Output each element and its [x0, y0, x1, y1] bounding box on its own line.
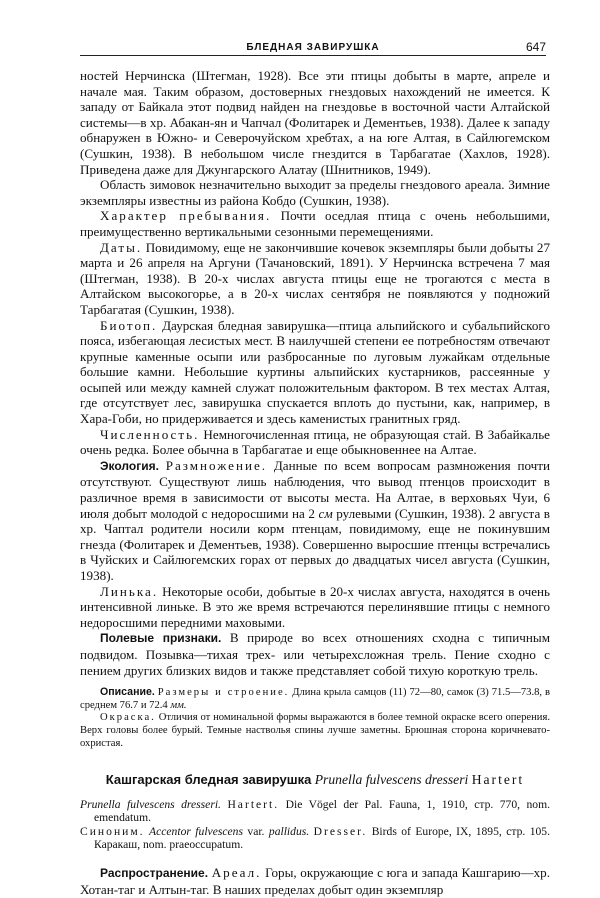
- section-lead-moult: Линька.: [100, 583, 159, 599]
- section-lead-abundance: Численность.: [100, 426, 200, 442]
- paragraph-residence: Характер пребывания. Почти оседлая птица с очень небольшими, преимущественно вертикальными сезонными перемещениями.: [80, 208, 550, 239]
- section-lead-distribution: Распространение.: [100, 866, 209, 881]
- paragraph-field-marks: Полевые признаки. В природе во всех отношениях сходна с типичным подвидом. Позывка—тихая трех- или четырехсложная трель. Пение сходно с пением других близких видов и также представляет собой тихую короткую трель.: [80, 630, 550, 678]
- section-lead-residence: Характер пребывания.: [100, 208, 272, 224]
- paragraph-dates: Даты. Повидимому, еще не закончившие кочевок экземпляры были добыты 27 марта и 26 апреля на Аргуни (Тачановский, 1891). У Нерчинска встречена 7 мая (Штегман, 1938). В 20-х числах августа птицы еще не трогаются с места в Алтайском высокогорье, а в 20-х числах сентября не появляются у подножий Тарбагатая (Сушкин, 1938).: [80, 239, 550, 317]
- page-body: [80, 68, 550, 898]
- page-header: [80, 38, 546, 60]
- subspecies-author: Hartert: [471, 772, 525, 788]
- running-title: БЛЕДНАЯ ЗАВИРУШКА: [246, 42, 380, 53]
- page-number: 647: [525, 40, 546, 54]
- section-lead-breeding: Размножение.: [165, 457, 268, 473]
- paragraph-wintering: Область зимовок незначительно выходит за пределы гнездового ареала. Зимние экземпляры известны из района Кобдо (Сушкин, 1938).: [80, 177, 550, 208]
- description-coloration: Окраска. Отличия от номинальной формы выражаются в более темной окраске всего оперения. Верх головы более бурый. Темные настволья спины лучше заметны. Брюшная сторона коричневато-охристая.: [80, 712, 550, 749]
- paragraph-abundance: Численность. Немногочисленная птица, не образующая стай. В Забайкалье очень редка. Более обычна в Тарбагатае и еще обыкновеннее на Алтае.: [80, 426, 550, 458]
- section-lead-description: Описание.: [100, 686, 155, 699]
- section-lead-dates: Даты.: [100, 239, 143, 255]
- reference-original: Prunella fulvescens dresseri. Hartert. Die Vögel der Pal. Fauna, 1, 1910, стр. 770, nom. emendatum.: [80, 797, 551, 825]
- paragraph-moult: Линька. Некоторые особи, добытые в 20-х числах августа, находятся в очень интенсивной линьке. В это же время встречаются перелинявшие птицы с немного недоросшими передними маховыми.: [80, 583, 550, 630]
- section-lead-range: Ареал.: [211, 865, 262, 881]
- description-measurements: Описание. Размеры и строение. Длина крыла самцов (11) 72—80, самок (3) 71.5—73.8, в среднем 76.7 и 72.4 мм.: [80, 686, 550, 711]
- subspecies-latin-name: Prunella fulvescens dresseri: [314, 772, 469, 788]
- paragraph-range: Распространение. Ареал. Горы, окружающие с юга и запада Кашгарию—хр. Хотан-таг и Алтын-таг. В наших пределах добыт один экземпляр: [80, 865, 550, 897]
- subspecies-heading: [80, 772, 550, 788]
- section-lead-ecology: Экология.: [100, 458, 159, 473]
- section-lead-coloration: Окраска.: [100, 712, 156, 724]
- subspecies-ru-name: Кашгарская бледная завирушка: [105, 772, 312, 788]
- section-lead-biotope: Биотоп.: [100, 317, 158, 333]
- reference-synonym: Синоним. Accentor fulvescens var. pallidus. Dresser. Birds of Europe, IX, 1895, стр. 105. Каракаш, nom. praeoccupatum.: [80, 824, 550, 851]
- paragraph-ecology: Экология. Размножение. Данные по всем вопросам размножения почти отсутствуют. Существуют лишь наблюдения, что вывод птенцов происходит в различное время в зависимости от высоты места. На Алтае, в верховьях Чуи, 6 июля добыт молодой с недоросшими на 2 см рулевыми (Сушкин, 1938). 2 августа в хр. Чаптал родители носили корм птенцам, повидимому, еще не покинувшим гнезда (Фолитарек и Дементьев, 1938). Совершенно выросшие птенцы встречались в Чуйских и Сайлюгемских горах от первых до двадцатых чисел августа (Сушкин, 1938).: [80, 457, 550, 583]
- paragraph-biotope: Биотоп. Даурская бледная завирушка—птица альпийского и субальпийского пояса, избегающая лесистых мест. В наилучшей степени ее потребностям отвечают крупные каменные осыпи или разбросанные по луговым лужайкам отдельные большие камни. Небольшие куртины альпийских кустарников, рассеянные у осыпей или между камней служат положительным фактором. В тех местах Алтая, где отсутствует лес, завирушка спускается вплоть до пустыни, как, например, в Хара-Гоби, но придерживается и здесь каменистых гранитных гряд.: [80, 317, 550, 427]
- section-lead-field-marks: Полевые признаки.: [100, 631, 222, 646]
- paragraph-distribution-cont: ностей Нерчинска (Штегман, 1928). Все эти птицы добыты в марте, апреле и начале мая. Таким образом, достоверных гнездовых нахождений не имеется. К западу от Байкала этот подвид найден на гнездовье в восточной части Алтайской системы—в хр. Абакан-ян и Чапчал (Фолитарек и Дементьев, 1938). Далее к западу обнаружен в Южно- и Северочуйском хребтах, а на юге Алтая, в Сайлюгемском (Сушкин, 1938). В небольшом числе гнездится в Тарбагатае (Хахлов, 1928). Приведена даже для Джунгарского Алатау (Шнитников, 1949).: [80, 68, 550, 177]
- header-rule: [80, 55, 546, 56]
